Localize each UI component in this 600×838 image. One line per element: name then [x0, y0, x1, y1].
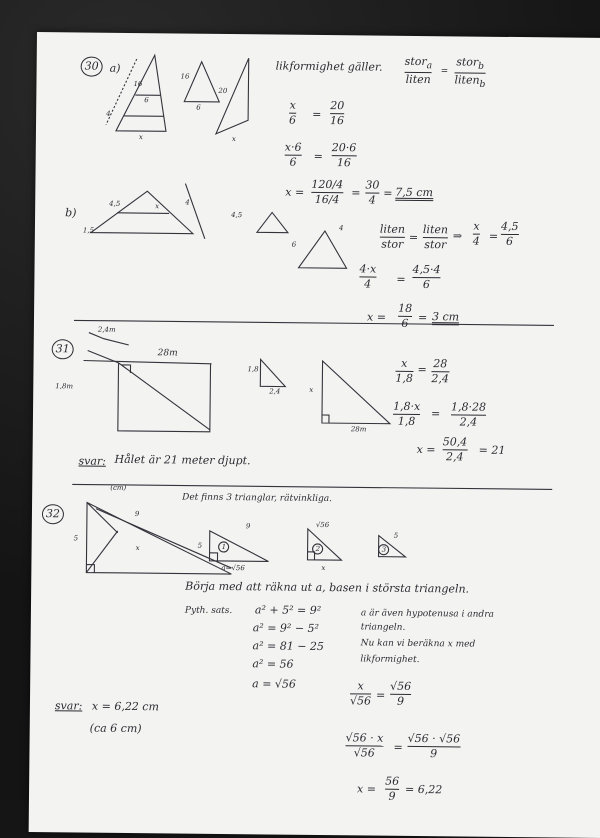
step4-eq2: = [488, 229, 499, 243]
p31-step2-right: 1,8·28 2,4 [451, 400, 487, 429]
step4-x: x 4 [472, 219, 480, 248]
g3-answer: = 6,22 [405, 782, 443, 797]
p31-svar-label: svar: [78, 454, 106, 468]
g2-eq: = [393, 740, 403, 754]
big-tri-x: x [309, 385, 314, 394]
problem-32-figures [29, 32, 600, 838]
t2-x: x [321, 564, 326, 573]
step6-eq: = [417, 311, 428, 325]
step1-right: 20 16 [330, 99, 345, 127]
step1-eq: = [312, 107, 322, 121]
t2-sqrt56: √56 [315, 520, 330, 530]
intro-three-triangles: Det finns 3 trianglar, rätvinkliga. [182, 492, 333, 505]
fig-a-label-x: x [138, 133, 143, 142]
fig32-x: x [135, 544, 140, 553]
p32-svar-approx: (ca 6 cm) [89, 721, 142, 736]
step3-eq1: = [351, 186, 361, 200]
t2-number: 2 [315, 544, 321, 553]
small-tri-18: 1,8 [247, 365, 259, 374]
fig-a-right-20: 20 [218, 86, 228, 95]
p31-step2-eq: = [430, 407, 441, 421]
answer-b: 3 cm [431, 310, 460, 324]
ratio-eq: = [440, 66, 449, 77]
implies-arrow: ⇒ [452, 229, 463, 243]
pyth-eq3: a² = 81 − 25 [252, 639, 325, 654]
p31-svar-text: Hålet är 21 meter djupt. [114, 452, 251, 468]
p31-step3-x: x = [416, 442, 436, 457]
big-tri-28m: 28m [350, 425, 367, 434]
p31-step2-left: 1,8·x 1,8 [393, 399, 421, 428]
fig-a-small-16: 16 [180, 72, 190, 81]
answer-a: 7,5 cm [395, 185, 434, 200]
unit-cm: (cm) [110, 483, 127, 492]
step4-left: liten stor [379, 222, 406, 251]
similarity-statement: likformighet gäller. [275, 59, 383, 74]
fig-b-label-15: 1,5 [82, 226, 95, 235]
fig-b-tri-6: 6 [291, 240, 297, 249]
pyth-eq5: a = √56 [252, 677, 297, 691]
fig-a-small-6: 6 [196, 103, 201, 112]
fig-b-label-4: 4 [185, 198, 190, 207]
t3-number: 3 [381, 545, 387, 554]
fig-a-label-16: 16 [133, 80, 143, 89]
fig-b-small-45: 4,5 [231, 211, 243, 220]
problem-32-number: 32 [42, 504, 64, 524]
g1-eq: = [376, 688, 386, 702]
step5-eq: = [396, 272, 406, 286]
g1-right: √56 9 [390, 679, 412, 708]
step4-right: 4,5 6 [500, 219, 519, 248]
step4-eq1: = [408, 230, 419, 245]
step3-frac1: 120/4 16/4 [311, 177, 344, 206]
ratio-b: stor$_b$ liten$_b$ [454, 55, 486, 90]
step2-left: x·6 6 [284, 140, 302, 169]
fig-b-tri-4: 4 [338, 224, 344, 233]
pyth-eq2: a² = 9² − 5² [252, 621, 320, 635]
p31-step1-right: 28 2,4 [431, 357, 449, 385]
step2-eq: = [313, 149, 323, 164]
p31-step3-frac: 50,4 2,4 [442, 435, 468, 464]
t1-9: 9 [245, 522, 251, 531]
p31-step1-left: x 1,8 [395, 356, 413, 385]
p31-step3-answer: = 21 [478, 443, 506, 457]
pyth-label: Pyth. sats. [184, 605, 233, 617]
ratio-a: stor$_a$ liten [404, 54, 433, 86]
problem-30-number: 30 [81, 56, 103, 76]
fig32-5: 5 [73, 534, 79, 543]
step3-x: x = [285, 185, 305, 199]
p32-svar-text: x = 6,22 cm [91, 699, 160, 714]
fig32-9: 9 [134, 510, 140, 519]
t1-a-sqrt56: a=√56 [221, 563, 245, 573]
pyth-eq4: a² = 56 [252, 657, 294, 671]
step6-frac: 18 6 [398, 301, 413, 330]
label-18m: 1,8m [55, 382, 74, 391]
p32-svar-label: svar: [54, 699, 83, 713]
label-24m: 2,4m [97, 325, 116, 334]
fig-b-label-x: x [155, 202, 160, 211]
step3-eq2: = [383, 186, 393, 200]
problem-31-number: 31 [52, 339, 74, 359]
small-tri-24: 2,4 [269, 387, 281, 396]
fig-b-label-45: 4,5 [109, 199, 121, 208]
fig-a-label-4: 4 [106, 109, 111, 118]
step5-left: 4·x 4 [359, 262, 377, 291]
g3-frac: 56 9 [385, 774, 400, 803]
t1-number: 1 [221, 542, 227, 552]
label-28m: 28m [157, 348, 178, 359]
t1-5: 5 [197, 541, 203, 550]
part-a-label: a) [109, 61, 121, 75]
g3-x: x = [357, 782, 377, 796]
begin-statement: Börja med att räkna ut a, basen i största triangeln. [185, 579, 470, 596]
note-line1: a är även hypotenusa i andra [360, 608, 494, 620]
note-line3: Nu kan vi beräkna x med [360, 638, 476, 650]
step6-x: x = [366, 310, 387, 324]
step1-left: x 6 [289, 98, 297, 127]
step4-mid: liten stor [422, 223, 449, 251]
step3-frac2: 30 4 [365, 178, 380, 207]
fig-a-right-x: x [231, 135, 236, 144]
note-line4: likformighet. [360, 654, 420, 666]
part-b-label: b) [65, 206, 77, 220]
pyth-eq1: a² + 5² = 9² [254, 603, 322, 618]
step5-right: 4,5·4 6 [412, 262, 441, 291]
g2-right: √56 · √56 9 [407, 731, 461, 760]
fig-a-label-6: 6 [144, 96, 149, 105]
g1-left: x √56 [349, 679, 372, 708]
paper-sheet [29, 32, 600, 838]
p31-step1-eq: = [417, 363, 427, 377]
t3-5: 5 [393, 531, 399, 540]
g2-left: √56 · x √56 [345, 731, 384, 760]
note-line2: triangeln. [360, 622, 406, 633]
step2-right: 20·6 16 [331, 141, 357, 169]
